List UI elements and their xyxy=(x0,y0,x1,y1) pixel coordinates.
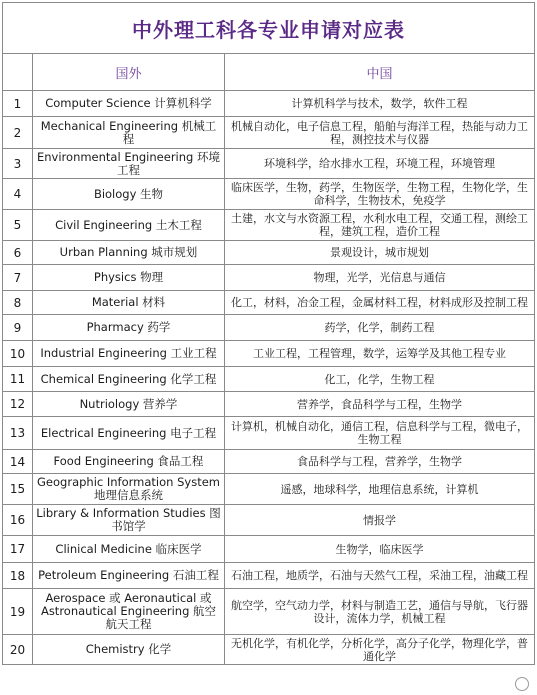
table-row xyxy=(3,117,535,149)
china-majors: 工业工程，工程管理，数学，运筹学及其他工程专业 xyxy=(225,341,535,367)
row-number: 8 xyxy=(3,291,33,315)
table-row xyxy=(3,563,535,589)
foreign-major: Mechanical Engineering 机械工程 xyxy=(33,117,225,149)
row-number: 15 xyxy=(3,474,33,505)
china-majors: 情报学 xyxy=(225,505,535,536)
table-title: 中外理工科各专业申请对应表 xyxy=(3,3,535,54)
china-majors: 景观设计，城市规划 xyxy=(225,241,535,265)
row-number: 9 xyxy=(3,315,33,341)
china-majors: 航空学，空气动力学，材料与制造工艺，通信与导航，飞行器设计，流体力学，机械工程 xyxy=(225,589,535,635)
china-majors: 计算机科学与技术，数学，软件工程 xyxy=(225,91,535,117)
china-majors: 临床医学，生物，药学，生物医学，生物工程，生物化学，生命科学，生物技术，免疫学 xyxy=(225,179,535,210)
table-row xyxy=(3,291,535,315)
china-majors: 生物学，临床医学 xyxy=(225,536,535,563)
watermark xyxy=(515,677,529,691)
china-majors: 营养学，食品科学与工程，生物学 xyxy=(225,392,535,417)
table-row xyxy=(3,179,535,210)
china-majors: 化工，材料，冶金工程，金属材料工程，材料成形及控制工程 xyxy=(225,291,535,315)
table-row xyxy=(3,149,535,179)
foreign-major: Petroleum Engineering 石油工程 xyxy=(33,563,225,589)
foreign-major: Pharmacy 药学 xyxy=(33,315,225,341)
table-row xyxy=(3,210,535,241)
foreign-major: Food Engineering 食品工程 xyxy=(33,450,225,474)
header-foreign: 国外 xyxy=(33,54,225,91)
china-majors: 药学，化学，制药工程 xyxy=(225,315,535,341)
table-row xyxy=(3,635,535,665)
china-majors: 无机化学，有机化学，分析化学，高分子化学，物理化学，普通化学 xyxy=(225,635,535,665)
row-number: 17 xyxy=(3,536,33,563)
row-number: 2 xyxy=(3,117,33,149)
table-row xyxy=(3,536,535,563)
table-row xyxy=(3,450,535,474)
table-row xyxy=(3,505,535,536)
row-number: 18 xyxy=(3,563,33,589)
foreign-major: Urban Planning 城市规划 xyxy=(33,241,225,265)
header-china: 中国 xyxy=(225,54,535,91)
row-number: 6 xyxy=(3,241,33,265)
foreign-major: Aerospace 或 Aeronautical 或 Astronautical Engineering 航空航天工程 xyxy=(33,589,225,635)
row-number: 10 xyxy=(3,341,33,367)
foreign-major: Physics 物理 xyxy=(33,265,225,291)
row-number: 19 xyxy=(3,589,33,635)
foreign-major: Industrial Engineering 工业工程 xyxy=(33,341,225,367)
foreign-major: Environmental Engineering 环境工程 xyxy=(33,149,225,179)
row-number: 20 xyxy=(3,635,33,665)
row-number: 1 xyxy=(3,91,33,117)
row-number: 16 xyxy=(3,505,33,536)
table-row xyxy=(3,392,535,417)
table-row xyxy=(3,341,535,367)
foreign-major: Electrical Engineering 电子工程 xyxy=(33,417,225,450)
foreign-major: Library & Information Studies 图书馆学 xyxy=(33,505,225,536)
china-majors: 食品科学与工程，营养学，生物学 xyxy=(225,450,535,474)
row-number: 4 xyxy=(3,179,33,210)
foreign-major: Geographic Information System 地理信息系统 xyxy=(33,474,225,505)
table-body xyxy=(3,91,535,665)
china-majors: 化工，化学，生物工程 xyxy=(225,367,535,392)
row-number: 14 xyxy=(3,450,33,474)
table-row xyxy=(3,589,535,635)
foreign-major: Computer Science 计算机科学 xyxy=(33,91,225,117)
foreign-major: Chemical Engineering 化学工程 xyxy=(33,367,225,392)
row-number: 7 xyxy=(3,265,33,291)
foreign-major: Biology 生物 xyxy=(33,179,225,210)
china-majors: 石油工程，地质学，石油与天然气工程，采油工程，油藏工程 xyxy=(225,563,535,589)
watermark-logo-icon xyxy=(515,677,529,691)
row-number: 3 xyxy=(3,149,33,179)
header-num xyxy=(3,54,33,91)
foreign-major: Civil Engineering 土木工程 xyxy=(33,210,225,241)
table-row xyxy=(3,367,535,392)
major-correspondence-table xyxy=(2,2,535,665)
foreign-major: Chemistry 化学 xyxy=(33,635,225,665)
row-number: 5 xyxy=(3,210,33,241)
row-number: 11 xyxy=(3,367,33,392)
foreign-major: Material 材料 xyxy=(33,291,225,315)
table-row xyxy=(3,241,535,265)
china-majors: 遥感，地球科学，地理信息系统，计算机 xyxy=(225,474,535,505)
foreign-major: Clinical Medicine 临床医学 xyxy=(33,536,225,563)
table-row xyxy=(3,265,535,291)
china-majors: 计算机，机械自动化，通信工程，信息科学与工程，微电子，生物工程 xyxy=(225,417,535,450)
china-majors: 物理，光学，光信息与通信 xyxy=(225,265,535,291)
row-number: 12 xyxy=(3,392,33,417)
foreign-major: Nutriology 营养学 xyxy=(33,392,225,417)
table-row xyxy=(3,474,535,505)
china-majors: 机械自动化，电子信息工程，船舶与海洋工程，热能与动力工程，测控技术与仪器 xyxy=(225,117,535,149)
table-row xyxy=(3,315,535,341)
china-majors: 土建，水文与水资源工程，水利水电工程，交通工程，测绘工程，建筑工程，造价工程 xyxy=(225,210,535,241)
table-row xyxy=(3,91,535,117)
row-number: 13 xyxy=(3,417,33,450)
table-row xyxy=(3,417,535,450)
china-majors: 环境科学，给水排水工程，环境工程，环境管理 xyxy=(225,149,535,179)
